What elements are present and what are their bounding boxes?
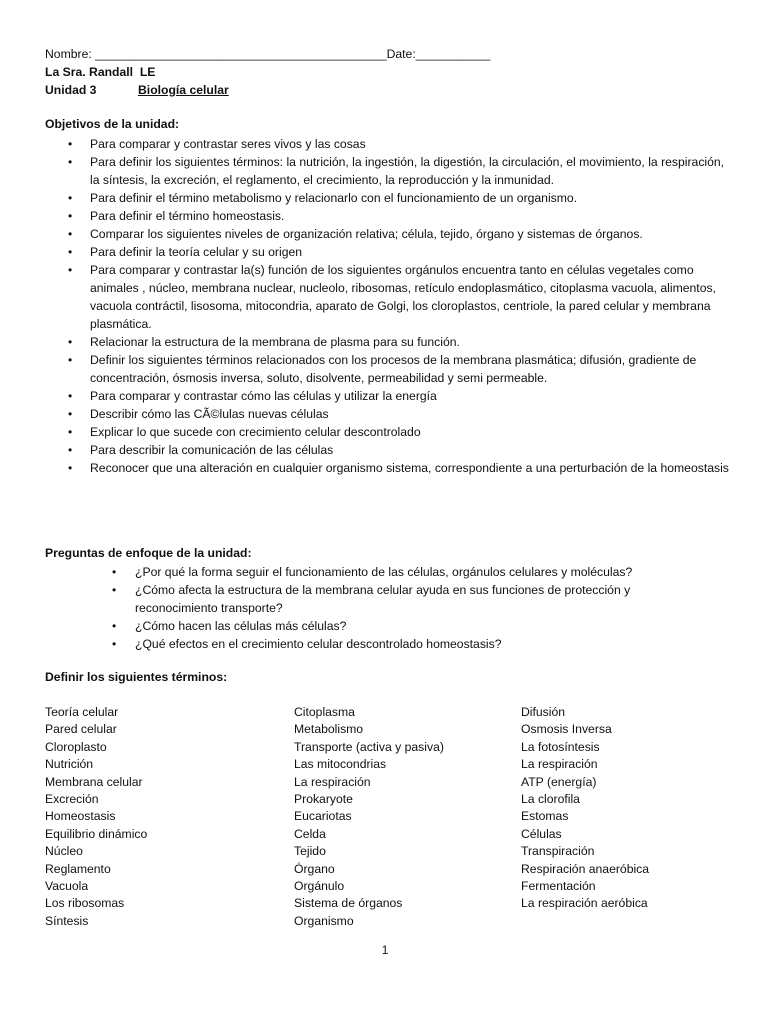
term: Difusión [521,705,566,719]
list-item: • Para comparar y contrastar seres vivos y las cosas [45,135,735,153]
objectives-heading: Objetivos de la unidad: [45,117,180,131]
term: La fotosíntesis [521,739,600,754]
list-item: • Para comparar y contrastar la(s) función de los siguientes orgánulos encuentra tanto en células vegetales como animales , núcleo, membrana nuclear, nucleolo, ribosomas, retículo endoplasmático, citoplasma vacuola, alimentos, vacuola contráctil, lisosoma, mitocondria, aparato de Golgi, los cloroplastos, centriole, la pared celular y membrana plasmática. [45,261,735,333]
terms-column-2 [294,704,444,930]
term: Osmosis Inversa [521,722,612,737]
page-number: 1 [381,943,389,957]
term: Teoría celular [45,705,119,719]
list-item: • Para comparar y contrastar cómo las células y utilizar la energía [45,387,735,405]
term: Respiración anaeróbica [521,861,650,876]
list-item: • Reconocer que una alteración en cualquier organismo sistema, correspondiente a una perturbación de la homeostasis [45,459,735,477]
teacher-line [45,64,155,81]
term: Excreción [45,792,99,807]
list-item: • ¿Por qué la forma seguir el funcionamiento de las células, orgánulos celulares y moléculas? [90,563,690,581]
date-blank: ___________ [415,47,491,61]
term: Prokaryote [294,792,353,807]
unit-label: Unidad 3 [45,83,97,97]
term: Eucariotas [294,809,352,824]
term: Organismo [294,913,354,928]
term: Sistema de órganos [294,896,403,911]
unit-title: Biología celular [138,83,229,97]
term: Las mitocondrias [294,757,387,772]
list-item: • Definir los siguientes términos relacionados con los procesos de la membrana plasmática; difusión, gradiente de concentración, ósmosis inversa, soluto, disolvente, permeabilidad y semi permeable. [45,351,735,387]
term: La respiración aeróbica [521,896,648,911]
list-item: • Relacionar la estructura de la membrana de plasma para su función. [45,333,735,351]
list-item: • Para describir la comunicación de las células [45,441,735,459]
date-label: Date: [386,47,416,61]
term: Metabolismo [294,722,364,737]
focus-heading: Preguntas de enfoque de la unidad: [45,546,252,560]
term: Transporte (activa y pasiva) [294,739,444,754]
terms-column-1 [45,704,147,930]
terms-column-3 [521,704,649,913]
term: Cloroplasto [45,739,107,754]
term: La respiración [521,757,598,772]
term: Celda [294,826,326,841]
term: Orgánulo [294,879,345,894]
list-item: • Para definir los siguientes términos: la nutrición, la ingestión, la digestión, la circulación, el movimiento, la respiración, la síntesis, la excreción, el reglamento, el crecimiento, la reproducción y la inmunidad. [45,153,735,189]
list-item: • ¿Cómo afecta la estructura de la membrana celular ayuda en sus funciones de protección y reconocimiento transporte? [90,581,690,617]
list-item: • Para definir la teoría celular y su origen [45,243,735,261]
term: Citoplasma [294,705,355,719]
term: Equilibrio dinámico [45,826,148,841]
term: Fermentación [521,879,596,894]
term: Estomas [521,809,569,824]
terms-heading: Definir los siguientes términos: [45,670,228,684]
list-item: • Para definir el término metabolismo y relacionarlo con el funcionamiento de un organismo. [45,189,735,207]
term: Homeostasis [45,809,116,824]
nombre-label: Nombre: [45,47,92,61]
list-item: • ¿Cómo hacen las células más células? [90,617,690,635]
term: Tejido [294,844,326,859]
focus-list [90,563,690,653]
term: Pared celular [45,722,117,737]
term: Los ribosomas [45,896,125,911]
term: Núcleo [45,844,83,859]
list-item: • Explicar lo que sucede con crecimiento celular descontrolado [45,423,735,441]
unit-line [45,82,229,99]
term: ATP (energía) [521,774,597,789]
list-item: • Comparar los siguientes niveles de organización relativa; célula, tejido, órgano y sistemas de órganos. [45,225,735,243]
teacher-name: La Sra. Randall [45,65,134,79]
term: La clorofila [521,792,580,807]
nombre-blank: ___________________________________________ [95,47,387,61]
name-date-line [45,46,490,63]
term: Células [521,826,562,841]
term: Nutrición [45,757,94,772]
list-item: • Describir cómo las CÃ©lulas nuevas células [45,405,735,423]
teacher-suffix: LE [139,65,156,79]
term: Transpiración [521,844,595,859]
term: Vacuola [45,879,89,894]
term: Reglamento [45,861,111,876]
term: Síntesis [45,913,89,928]
term: La respiración [294,774,371,789]
term: Membrana celular [45,774,143,789]
objectives-list [45,135,735,477]
list-item: • ¿Qué efectos en el crecimiento celular descontrolado homeostasis? [90,635,690,653]
term: Órgano [294,861,335,876]
list-item: • Para definir el término homeostasis. [45,207,735,225]
